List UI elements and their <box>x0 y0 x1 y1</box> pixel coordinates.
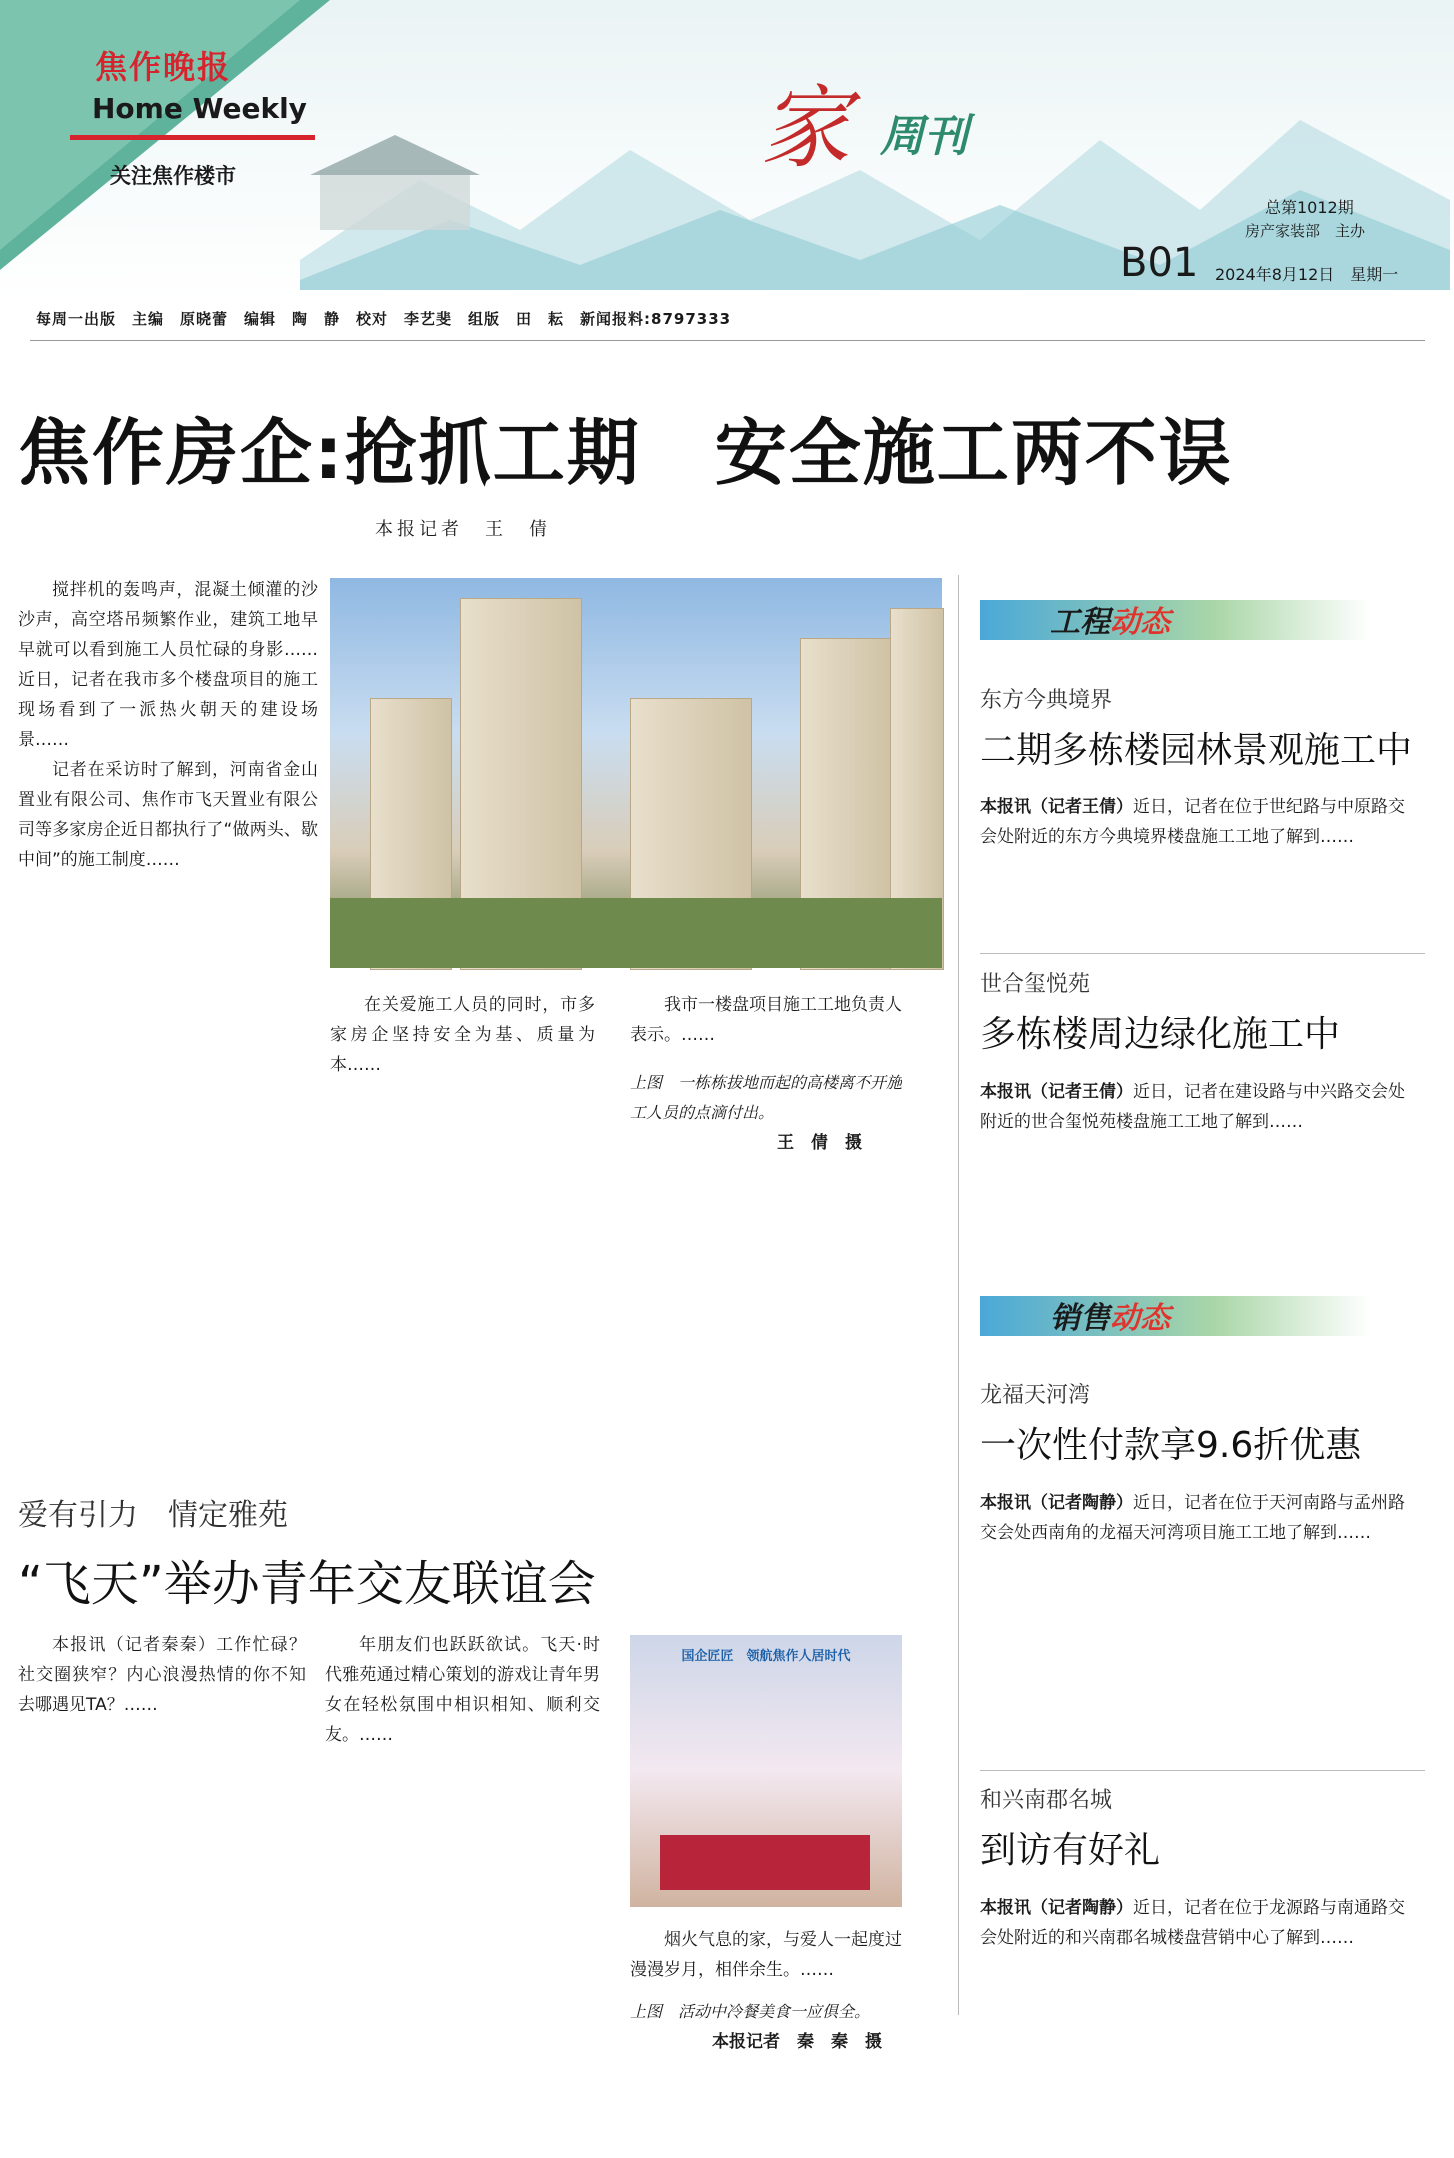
issue-number: 总第1012期 <box>1265 198 1354 217</box>
event-column-1 <box>18 1630 306 2150</box>
logo-chinese: 焦作晚报 <box>95 48 232 86</box>
lead-paragraph: 记者在采访时了解到，河南省金山置业有限公司、焦作市飞天置业有限公司等多家房企近日都执行了“做两头、歇中间”的施工制度…… <box>18 760 318 870</box>
art1-body <box>980 792 1415 942</box>
section-title-a: 销售 <box>1050 1301 1110 1336</box>
logo-rule <box>70 135 315 140</box>
event-kicker: 爱有引力 情定雅苑 <box>18 1498 288 1533</box>
art1-lead: 本报讯（记者王倩） <box>980 797 1133 817</box>
page-number: B01 <box>1120 240 1199 286</box>
event-paragraph: 年朋友们也跃跃欲试。飞天·时代雅苑通过精心策划的游戏让青年男女在轻松氛围中相识相知、顺利交友。…… <box>325 1635 600 1745</box>
art2-headline: 多栋楼周边绿化施工中 <box>980 1014 1341 1055</box>
art4-text: 近日，记者在位于龙源路与南通路交会处附近的和兴南郡名城楼盘营销中心了解到…… <box>980 1898 1405 1948</box>
art3-body <box>980 1488 1415 1758</box>
lead-column-1 <box>18 575 318 1435</box>
lead-byline: 本报记者 王 倩 <box>375 519 551 540</box>
lead-paragraph: 搅拌机的轰鸣声，混凝土倾灌的沙沙声，高空塔吊频繁作业，建筑工地早早就可以看到施工人员忙碌的身影……近日，记者在我市多个楼盘项目的施工现场看到了一派热火朝天的建设场景…… <box>18 580 318 750</box>
column-divider <box>958 575 959 2015</box>
event-paragraph: 烟火气息的家，与爱人一起度过漫漫岁月，相伴余生。…… <box>630 1930 902 1980</box>
event-column-2 <box>325 1630 600 2150</box>
section-title-a: 工程 <box>1050 605 1110 640</box>
section-title-zhoukan: 周刊 <box>880 111 968 162</box>
art3-kicker: 龙福天河湾 <box>980 1383 1091 1408</box>
art1-text: 近日，记者在位于世纪路与中原路交会处附近的东方今典境界楼盘施工工地了解到…… <box>980 797 1405 847</box>
event-headline: “飞天”举办青年交友联谊会 <box>18 1556 596 1612</box>
art4-body <box>980 1893 1415 2143</box>
lead-column-2 <box>330 990 595 1435</box>
staff-credits: 每周一出版 主编 原晓蕾 编辑 陶 静 校对 李艺斐 组版 田 耘 新闻报料:8797333 <box>36 310 732 328</box>
event-photo-credit: 本报记者 秦 秦 摄 <box>712 2032 882 2052</box>
art1-divider <box>980 953 1425 954</box>
lead-column-3 <box>630 990 902 1435</box>
lead-headline: 焦作房企:抢抓工期 安全施工两不误 <box>18 411 1233 495</box>
section-title-b: 动态 <box>1110 1301 1170 1336</box>
section-title-jia: 家 <box>760 76 850 181</box>
art1-headline: 二期多栋楼园林景观施工中 <box>980 730 1413 771</box>
event-paragraph: 本报讯（记者秦秦）工作忙碌？社交圈狭窄？内心浪漫热情的你不知去哪遇见TA？…… <box>18 1635 306 1715</box>
lead-photo-caption: 上图 一栋栋拔地而起的高楼离不开施工人员的点滴付出。 <box>630 1073 902 1122</box>
logo-subtitle: 关注焦作楼市 <box>110 164 236 188</box>
art3-headline: 一次性付款享9.6折优惠 <box>980 1425 1362 1466</box>
art4-lead: 本报讯（记者陶静） <box>980 1898 1133 1918</box>
lead-photo-credit: 王 倩 摄 <box>777 1133 862 1153</box>
masthead-corner-inner <box>0 0 300 250</box>
logo-english: Home Weekly <box>92 92 307 125</box>
art3-divider <box>980 1770 1425 1771</box>
section-banner-sales <box>980 1296 1370 1336</box>
section-banner-engineering <box>980 600 1370 640</box>
lead-paragraph: 我市一楼盘项目施工工地负责人表示。…… <box>630 995 902 1045</box>
art1-kicker: 东方今典境界 <box>980 688 1113 713</box>
lead-photo-buildings <box>330 578 942 968</box>
section-title-sales <box>1050 1293 1170 1337</box>
art3-lead: 本报讯（记者陶静） <box>980 1493 1133 1513</box>
event-photo-caption: 上图 活动中冷餐美食一应俱全。 <box>630 2002 871 2021</box>
issue-date: 2024年8月12日 星期一 <box>1215 265 1399 284</box>
department: 房产家装部 主办 <box>1245 222 1366 240</box>
art3-text: 近日，记者在位于天河南路与孟州路交会处西南角的龙福天河湾项目施工工地了解到…… <box>980 1493 1405 1543</box>
event-column-3 <box>630 1925 902 2150</box>
art4-headline: 到访有好礼 <box>980 1830 1161 1871</box>
event-photo <box>630 1635 902 1907</box>
section-title-engineering <box>1050 597 1170 641</box>
masthead-landscape <box>300 30 1450 290</box>
art4-kicker: 和兴南郡名城 <box>980 1788 1113 1813</box>
art2-body <box>980 1077 1415 1257</box>
art2-kicker: 世合玺悦苑 <box>980 972 1091 997</box>
event-photo-banner: 国企匠匠 领航焦作人居时代 <box>681 1649 851 1664</box>
credits-divider <box>30 340 1425 341</box>
art2-text: 近日，记者在建设路与中兴路交会处附近的世合玺悦苑楼盘施工工地了解到…… <box>980 1082 1405 1132</box>
section-title-b: 动态 <box>1110 605 1170 640</box>
lead-paragraph: 在关爱施工人员的同时，市多家房企坚持安全为基、质量为本…… <box>330 995 595 1075</box>
art2-lead: 本报讯（记者王倩） <box>980 1082 1133 1102</box>
